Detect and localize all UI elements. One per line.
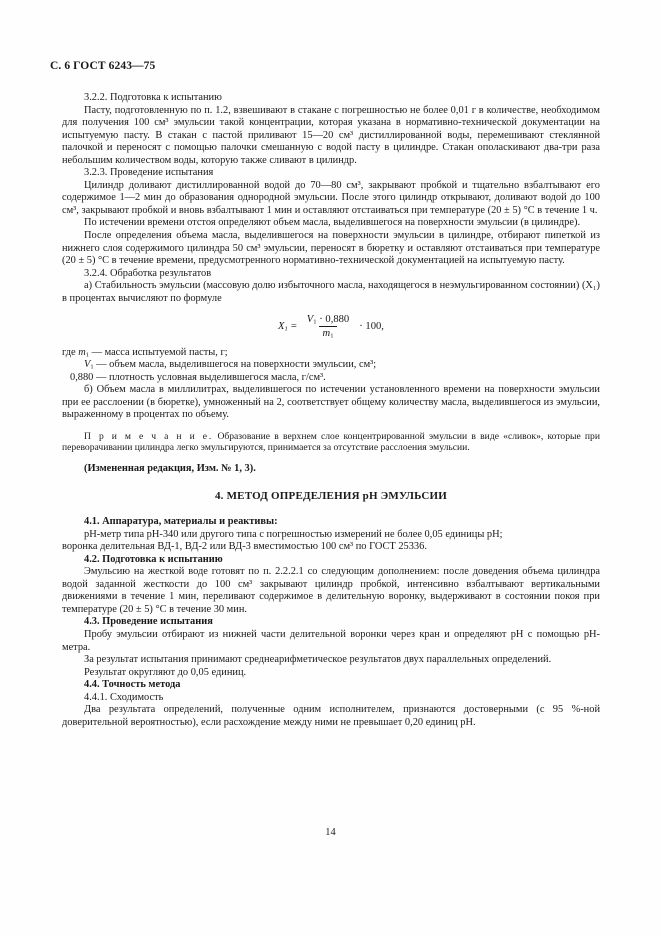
spacer (62, 476, 600, 490)
page-header: С. 6 ГОСТ 6243—75 (50, 60, 156, 72)
formula-fraction (303, 314, 353, 339)
paragraph-4-4-1: Два результата определений, полученные одним исполнителем, признаются достоверными (с 95 %-ной доверительной вероятностью), если расхождение между ними не превышает 0,20 единиц pH. (62, 704, 600, 728)
formula-denominator: $m_1$ (319, 326, 338, 339)
formula-tail: · 100, (359, 321, 384, 333)
formula-numerator: $V_1 \cdot 0,880$ (306, 314, 350, 326)
definition-density: 0,880 — плотность условная выделившегося масла, г/см³. (70, 371, 326, 383)
clause-4-1-title: 4.1. Аппаратура, материалы и реактивы: (84, 516, 278, 528)
clause-3-2-2-title: 3.2.2. Подготовка к испытанию (84, 92, 222, 103)
clause-3-2-4-title: 3.2.4. Обработка результатов (84, 267, 212, 279)
paragraph-4-2: Эмульсию на жесткой воде готовят по п. 2.2.2.1 со следующим дополнением: после доведения объема цилиндра водой заданной жесткости до 100 см³ закрывают цилиндр пробкой, интенсивно взбалтывают вертикальными движениями в течение 1 мин, переливают содержимое в делительную воронку, выдерживают в состоянии покоя при температуре (20 ± 5) °С в течение 30 мин. (62, 566, 600, 615)
clause-4-4-title: 4.4. Точность метода (84, 679, 181, 691)
paragraph-3-2-4-a: а) Стабильность эмульсии (массовую долю избыточного масла, находящегося в неэмульгированном состоянии) (X₁) в процентах вычисляют по формуле (62, 280, 600, 304)
definition-m1: где $m_1$ — масса испытуемой пасты, г; (62, 346, 228, 358)
page-number: 14 (325, 827, 336, 838)
paragraph-4-1-2: воронка делительная ВД-1, ВД-2 или ВД-3 вместимостью 100 см³ по ГОСТ 25336. (62, 541, 427, 553)
paragraph-4-3-3: Результат округляют до 0,05 единиц. (84, 666, 247, 678)
paragraph-4-3-1: Пробу эмульсии отбирают из нижней части делительной воронки через кран и определяют pH с помощью pH-метра. (62, 629, 600, 653)
definition-v1: $V_1$ — объем масла, выделившегося на поверхности эмульсии, см³; (84, 359, 377, 371)
revision-note: (Измененная редакция, Изм. № 1, 3). (84, 462, 256, 474)
paragraph-3-2-3-3: После определения объема масла, выделившегося на поверхности эмульсии в цилиндре, отбирают пипеткой из нижнего слоя содержимого цилиндра 50 см³ эмульсии, переносят в бюретку и оставляют отстаиваться при температуре (20 ± 5) °С в течение времени, предусмотренного нормативно-технической документацией на испытуемую пасту. (62, 230, 600, 267)
spacer (62, 454, 600, 463)
paragraph-3-2-2: Пасту, подготовленную по п. 1.2, взвешивают в стакане с погрешностью не более 0,01 г в количестве, необходимом для получения 100 см³ эмульсии такой концентрации, которая указана в нормативно-технической документации на испытуемую пасту. В стакан с пастой приливают 15—20 см³ дистиллированной воды, перемешивают стеклянной палочкой и переносят с помощью палочки смешанную с водой пасту в цилиндре. Стакан ополаскивают два-три раза небольшим количеством воды, которую также сливают в цилиндр. (62, 104, 600, 166)
paragraph-3-2-4-b: б) Объем масла в миллилитрах, выделившегося по истечении установленного времени на поверхности эмульсии при ее расслоении (в бюретке), умноженный на 2, соответствует общему количеству масла, выделившегося из эмульсии, выраженному в процентах по объему. (62, 384, 600, 421)
note-label: П р и м е ч а н и е. (84, 430, 214, 442)
paragraph-4-1-1: pH-метр типа pH-340 или другого типа с погрешностью измерений не более 0,05 единицы pH; (84, 528, 503, 540)
document-body (62, 92, 600, 729)
clause-4-4-1-title: 4.4.1. Сходимость (84, 691, 164, 703)
formula-expression (278, 314, 384, 339)
formula-stability (62, 305, 600, 346)
paragraph-3-2-3-2: По истечении времени отстоя определяют объем масла, выделившегося на поверхности эмульсии (в цилиндре). (84, 217, 581, 229)
formula-lhs: $X_1$ (278, 321, 288, 333)
formula-equals: = (290, 321, 297, 333)
clause-4-2-title: 4.2. Подготовка к испытанию (84, 553, 223, 565)
clause-4-3-title: 4.3. Проведение испытания (84, 616, 213, 628)
section-4-title: 4. МЕТОД ОПРЕДЕЛЕНИЯ pH ЭМУЛЬСИИ (214, 489, 448, 502)
paragraph-3-2-3-1: Цилиндр доливают дистиллированной водой до 70—80 см³, закрывают пробкой и тщательно взбалтывают его содержимое 1—2 мин до образования однородной эмульсии. После этого цилиндр открывают, доливают водой до 100 см³, закрывают пробкой и вновь взбалтывают 1 мин и оставляют отстаиваться при температуре (20 ± 5) °С в течение 1 ч. (62, 179, 600, 216)
spacer (62, 422, 600, 431)
paragraph-4-3-2: За результат испытания принимают среднеарифметическое результатов двух параллельных определений. (84, 654, 552, 666)
note-text: Образование в верхнем слое концентрированной эмульсии в виде «сливок», которые при переворачивании цилиндра легко эмульгируются, принимается за отсутствие расслоения эмульсии. (62, 430, 600, 454)
note-block (62, 431, 600, 454)
spacer (62, 502, 600, 516)
clause-3-2-3-title: 3.2.3. Проведение испытания (84, 167, 214, 179)
